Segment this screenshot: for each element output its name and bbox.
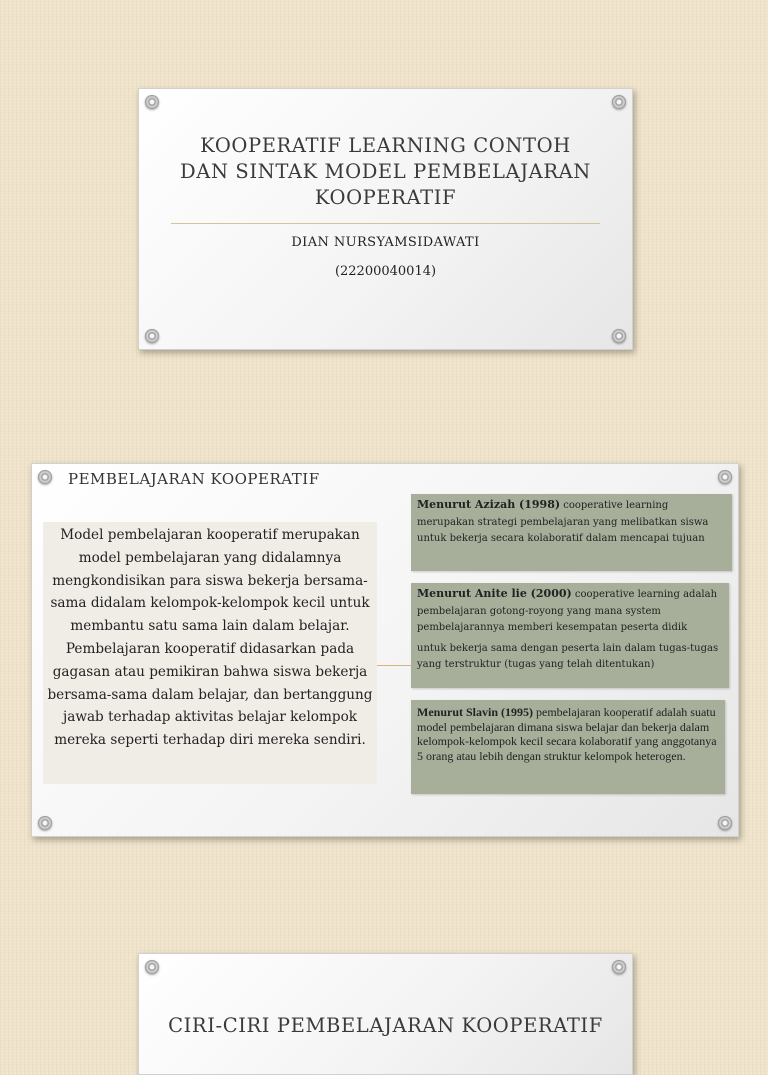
slide-title: CIRI-CIRI PEMBELAJARAN KOOPERATIF xyxy=(168,1014,603,1037)
screw-icon xyxy=(145,960,159,974)
title-slide xyxy=(138,88,633,350)
screw-icon xyxy=(145,329,159,343)
quote-text: cooperative learning adalah pembelajaran gotong-royong yang mana system pembelajarannya memberi kesempatan peserta didik xyxy=(417,589,718,633)
slide-title-line: KOOPERATIF xyxy=(314,186,457,209)
screw-icon xyxy=(612,329,626,343)
screw-icon xyxy=(38,470,52,484)
quote-source: Menurut Azizah (1998) xyxy=(417,498,561,511)
title-divider xyxy=(171,223,600,224)
content-slide xyxy=(31,463,739,837)
screw-icon xyxy=(612,960,626,974)
definition-box: Model pembelajaran kooperatif merupakan model pembelajaran yang didalamnya mengkondisikan para siswa bekerja bersama-sama didalam kelompok-kelompok kecil untuk membantu satu sama lain dalam belajar. Pembelajaran kooperatif didasarkan pada gagasan atau pemikiran bahwa siswa bekerja bersama-sama dalam belajar, dan bertanggung jawab terhadap aktivitas belajar kelompok mereka seperti terhadap diri mereka sendiri. xyxy=(43,522,377,784)
screw-icon xyxy=(718,816,732,830)
connector-line xyxy=(377,665,411,666)
quote-box-anite-lie xyxy=(411,583,729,688)
next-slide xyxy=(138,953,633,1075)
quote-source: Menurut Slavin (1995) xyxy=(417,705,534,719)
quote-box-slavin xyxy=(411,700,725,794)
screw-icon xyxy=(38,816,52,830)
slide-title xyxy=(159,133,612,211)
author-id: (22200040014) xyxy=(334,264,437,279)
screw-icon xyxy=(718,470,732,484)
slide-title-line: DAN SINTAK MODEL PEMBELAJARAN xyxy=(180,160,591,183)
slide-heading: PEMBELAJARAN KOOPERATIF xyxy=(68,470,320,488)
slide-title-line: KOOPERATIF LEARNING CONTOH xyxy=(200,134,571,157)
author-name: DIAN NURSYAMSIDAWATI xyxy=(291,235,480,250)
screw-icon xyxy=(145,95,159,109)
quote-text: pembelajaran kooperatif adalah suatu model pembelajaran dimana siswa belajar dan bekerja dalam kelompok-kelompok kecil secara kolaboratif yang anggotanya 5 orang atau lebih dengan struktur kelompok heterogen. xyxy=(417,705,717,763)
quote-text-continued: untuk bekerja sama dengan peserta lain dalam tugas-tugas yang terstruktur (tugas yang telah ditentukan) xyxy=(417,642,719,670)
quote-text: cooperative learning merupakan strategi pembelajaran yang melibatkan siswa untuk bekerja secara kolaboratif dalam mencapai tujuan xyxy=(417,500,709,544)
screw-icon xyxy=(612,95,626,109)
quote-source: Menurut Anite lie (2000) xyxy=(417,587,572,600)
quote-box-azizah xyxy=(411,494,732,571)
